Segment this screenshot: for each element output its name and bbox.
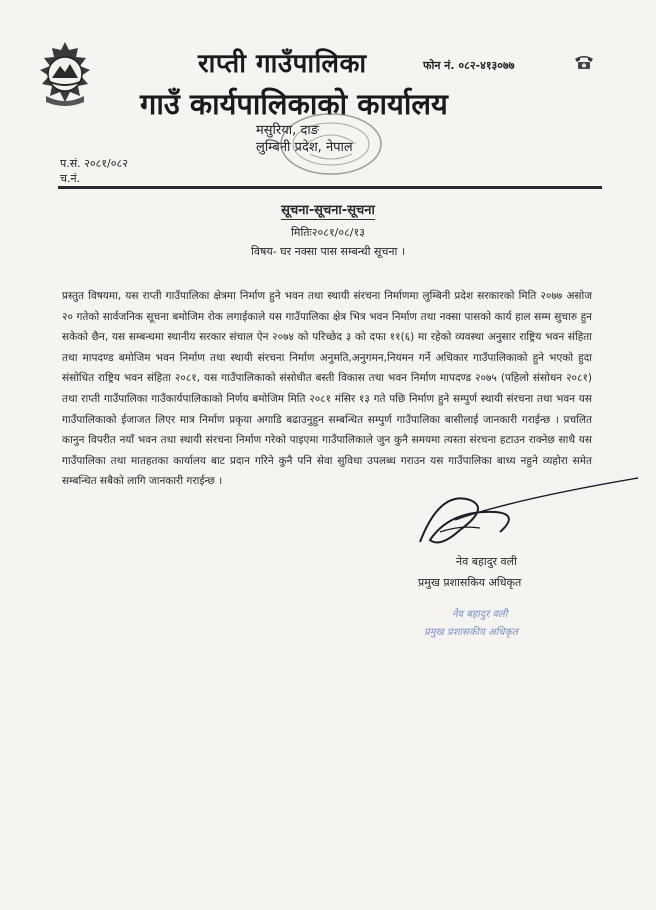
office-title: गाउँ कार्यपालिकाको कार्यालय: [140, 87, 448, 121]
government-emblem-icon: [34, 40, 96, 110]
notice-heading-text: सूचना-सूचना-सूचना: [281, 203, 375, 218]
office-seal-stamp: [276, 108, 386, 180]
notice-date: मितिः२०८१/०८/१३: [291, 226, 365, 239]
municipality-title: राप्ती गाउँपालिका: [198, 49, 367, 79]
notice-heading: [0, 200, 656, 218]
reference-number: प.सं. २०८१/०८२: [60, 157, 128, 170]
notice-subject: विषय- घर नक्सा पास सम्बन्धी सूचना ।: [251, 245, 405, 258]
notice-body: प्रस्तुत विषयमा, यस राप्ती गाउँपालिका क्षेत्रमा निर्माण हुने भवन तथा स्थायी संरचना निर्माणमा लुम्बिनी प्रदेश सरकारको मिति २०७७ असोज २० गतेको सार्वजनिक सूचना बमोजिम रोक लगाईकाले यस गाउँपालिका क्षेत्र भित्र भवन निर्माण तथा नक्सा पासको कार्य हाल सम्म सुचारु हुन सकेको छैन, यस सम्बन्धमा स्थानीय सरकार संचाल ऐन २०७४ को परिच्छेद ३ को दफा ११(६) मा रहेको व्यवस्था अनुसार राष्ट्रिय भवन संहिता तथा मापदण्ड बमोजिम भवन निर्माण तथा स्थायी संरचना निर्माण अनुमति,अनुगमन,नियमन गर्ने अधिकार गाउँपालिकाको हुने भएको हुदा संसोधित राष्ट्रिय भवन संहिता २०८१, यस गाउँपालिकाको संसोधीत बस्ती विकास तथा भवन निर्माण मापदण्ड २०७५ (पहिलो संसोधन २०८१) तथा राप्ती गाउँपालिका गाउँकार्यपालिकाको निर्णय बमोजिम मिति २०८१ मंसिर १३ गते पछि निर्माण हुने सम्पुर्ण स्थायी संरचना तथा भवन यस गाउँपालिकाको ईजाजत लिएर मात्र निर्माण प्रकृया अगाडि बढाउनुहुन सम्बन्धित सम्पुर्ण गाउँपालिका बासीलाई जानकारी गराईन्छ । प्रचलित कानुन विपरीत नयाँ भवन तथा स्थायी संरचना निर्माण गरेको पाइएमा गाउँपालिकाले जुन कुनै समयमा त्यस्ता संरचना हटाउन राक्नेछ साथै यस गाउँपालिका तथा मातहतका कार्यालय बाट प्रदान गरिने कुनै पनि सेवा सुविधा उपलब्ध गराउन यस गाउँपालिका बाध्य नहुने व्यहोरा समेत सम्बन्धित सबैको लागि जानकारी गराईन्छ ।: [62, 290, 592, 488]
phone-number: फोन नं. ०८२-४१३०७७: [423, 59, 515, 72]
stamp-name: नेव बहादुर वली: [452, 609, 508, 620]
telephone-icon: [574, 54, 594, 70]
stamp-title: प्रमुख प्रशासकीय अधिकृत: [424, 627, 518, 638]
address-line-2: लुम्बिनी प्रदेश, नेपाल: [256, 140, 353, 155]
address-line-1: मसुरिया, दाङ: [256, 123, 319, 138]
dispatch-number: च.नं.: [60, 172, 81, 185]
handwritten-signature: [400, 470, 640, 560]
signatory-name: नेव बहादुर वली: [456, 555, 517, 568]
header-divider: [58, 186, 602, 189]
signatory-title: प्रमुख प्रशासकिय अधिकृत: [418, 576, 522, 589]
